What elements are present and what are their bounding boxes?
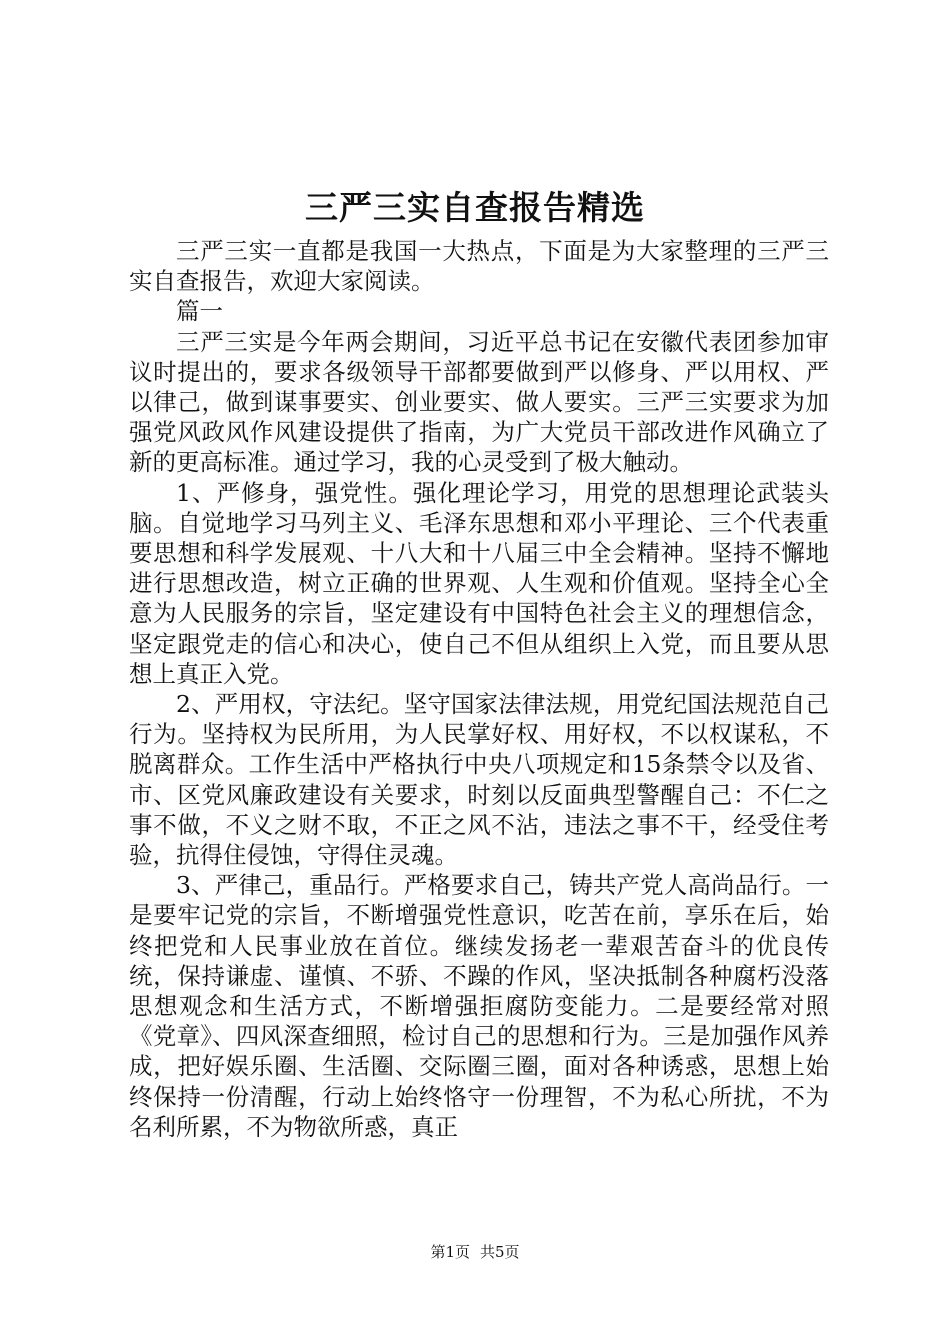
paragraph-point-3: 3、严律己，重品行。严格要求自己，铸共产党人高尚品行。一是要牢记党的宗旨，不断增强党性意识，吃苦在前，享乐在后，始终把党和人民事业放在首位。继续发扬老一辈艰苦奋斗的优良传统，保持谦虚、谨慎、不骄、不躁的作风，坚决抵制各种腐朽没落思想观念和生活方式，不断增强拒腐防变能力。二是要经常对照《党章》、四风深查细照，检讨自己的思想和行为。三是加强作风养成，把好娱乐圈、生活圈、交际圈三圈，面对各种诱惑，思想上始终保持一份清醒，行动上始终恪守一份理智，不为私心所扰，不为名利所累，不为物欲所惑，真正 [129, 871, 829, 1141]
page-number-current: 第1页 [430, 1243, 470, 1261]
paragraph-intro: 三严三实一直都是我国一大热点，下面是为大家整理的三严三实自查报告，欢迎大家阅读。 [129, 237, 829, 296]
document-body [129, 236, 829, 1142]
paragraph-section-heading: 篇一 [176, 297, 223, 326]
paragraph-point-2: 2、严用权，守法纪。坚守国家法律法规，用党纪国法规范自己行为。坚持权为民所用，为人民掌好权、用好权，不以权谋私，不脱离群众。工作生活中严格执行中央八项规定和15条禁令以及省、市、区党风廉政建设有关要求，时刻以反面典型警醒自己：不仁之事不做，不义之财不取，不正之风不沾，违法之事不干，经受住考验，抗得住侵蚀，守得住灵魂。 [129, 690, 829, 870]
page-footer [0, 1240, 950, 1264]
paragraph-overview: 三严三实是今年两会期间，习近平总书记在安徽代表团参加审议时提出的，要求各级领导干部都要做到严以修身、严以用权、严以律己，做到谋事要实、创业要实、做人要实。三严三实要求为加强党风政风作风建设提供了指南，为广大党员干部改进作风确立了新的更高标准。通过学习，我的心灵受到了极大触动。 [129, 327, 829, 477]
page-number-total: 共5页 [480, 1243, 520, 1261]
paragraph-point-1: 1、严修身，强党性。强化理论学习，用党的思想理论武装头脑。自觉地学习马列主义、毛泽东思想和邓小平理论、三个代表重要思想和科学发展观、十八大和十八届三中全会精神。坚持不懈地进行思想改造，树立正确的世界观、人生观和价值观。坚持全心全意为人民服务的宗旨，坚定建设有中国特色社会主义的理想信念，坚定跟党走的信心和决心，使自己不但从组织上入党，而且要从思想上真正入党。 [129, 478, 829, 688]
document-title: 三严三实自查报告精选 [305, 188, 645, 227]
